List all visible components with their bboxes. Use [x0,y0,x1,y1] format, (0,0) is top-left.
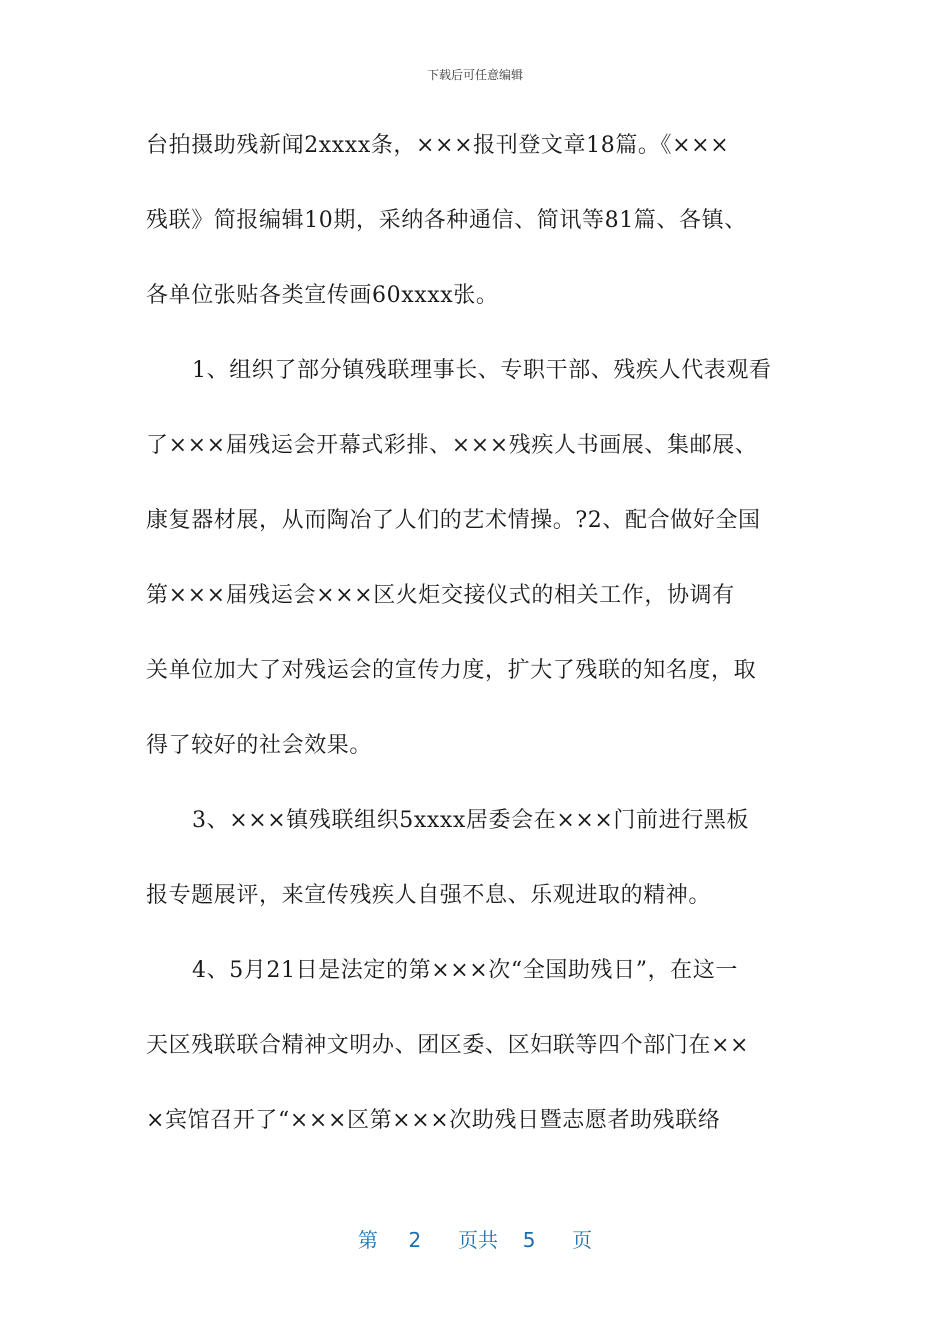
paragraph-start-line: 3、×××镇残联组织5xxxx居委会在×××门前进行黑板 [192,808,750,833]
text-line: 关单位加大了对残运会的宣传力度，扩大了残联的知名度，取 [146,658,757,683]
paragraph-start-line: 4、5月21日是法定的第×××次“全国助残日”，在这一 [192,958,738,983]
text-line: 第×××届残运会×××区火炬交接仪式的相关工作，协调有 [146,583,735,608]
document-body [146,118,816,1168]
footer-middle: 页共 [458,1228,498,1252]
text-line: 台拍摄助残新闻2xxxx条，×××报刊登文章18篇。《××× [146,133,730,158]
current-page-number: 2 [408,1228,422,1252]
paragraph-start-line: 1、组织了部分镇残联理事长、专职干部、残疾人代表观看 [192,358,772,383]
text-line: 康复器材展，从而陶冶了人们的艺术情操。?2、配合做好全国 [146,508,761,533]
text-line: 残联》简报编辑10期，采纳各种通信、简讯等81篇、各镇、 [146,208,747,233]
total-pages-number: 5 [522,1228,536,1252]
text-line: 各单位张贴各类宣传画60xxxx张。 [146,283,499,308]
footer-suffix: 页 [572,1228,593,1252]
text-line: 报专题展评，来宣传残疾人自强不息、乐观进取的精神。 [146,883,712,908]
text-line: 了×××届残运会开幕式彩排、×××残疾人书画展、集邮展、 [146,433,758,458]
text-line: 得了较好的社会效果。 [146,733,373,758]
text-line: ×宾馆召开了“×××区第×××次助残日暨志愿者助残联络 [146,1108,721,1133]
header-note: 下载后可任意编辑 [426,68,523,82]
page-number-footer [0,1224,950,1253]
footer-prefix: 第 [357,1228,378,1252]
text-line: 天区残联联合精神文明办、团区委、区妇联等四个部门在×× [146,1033,750,1058]
